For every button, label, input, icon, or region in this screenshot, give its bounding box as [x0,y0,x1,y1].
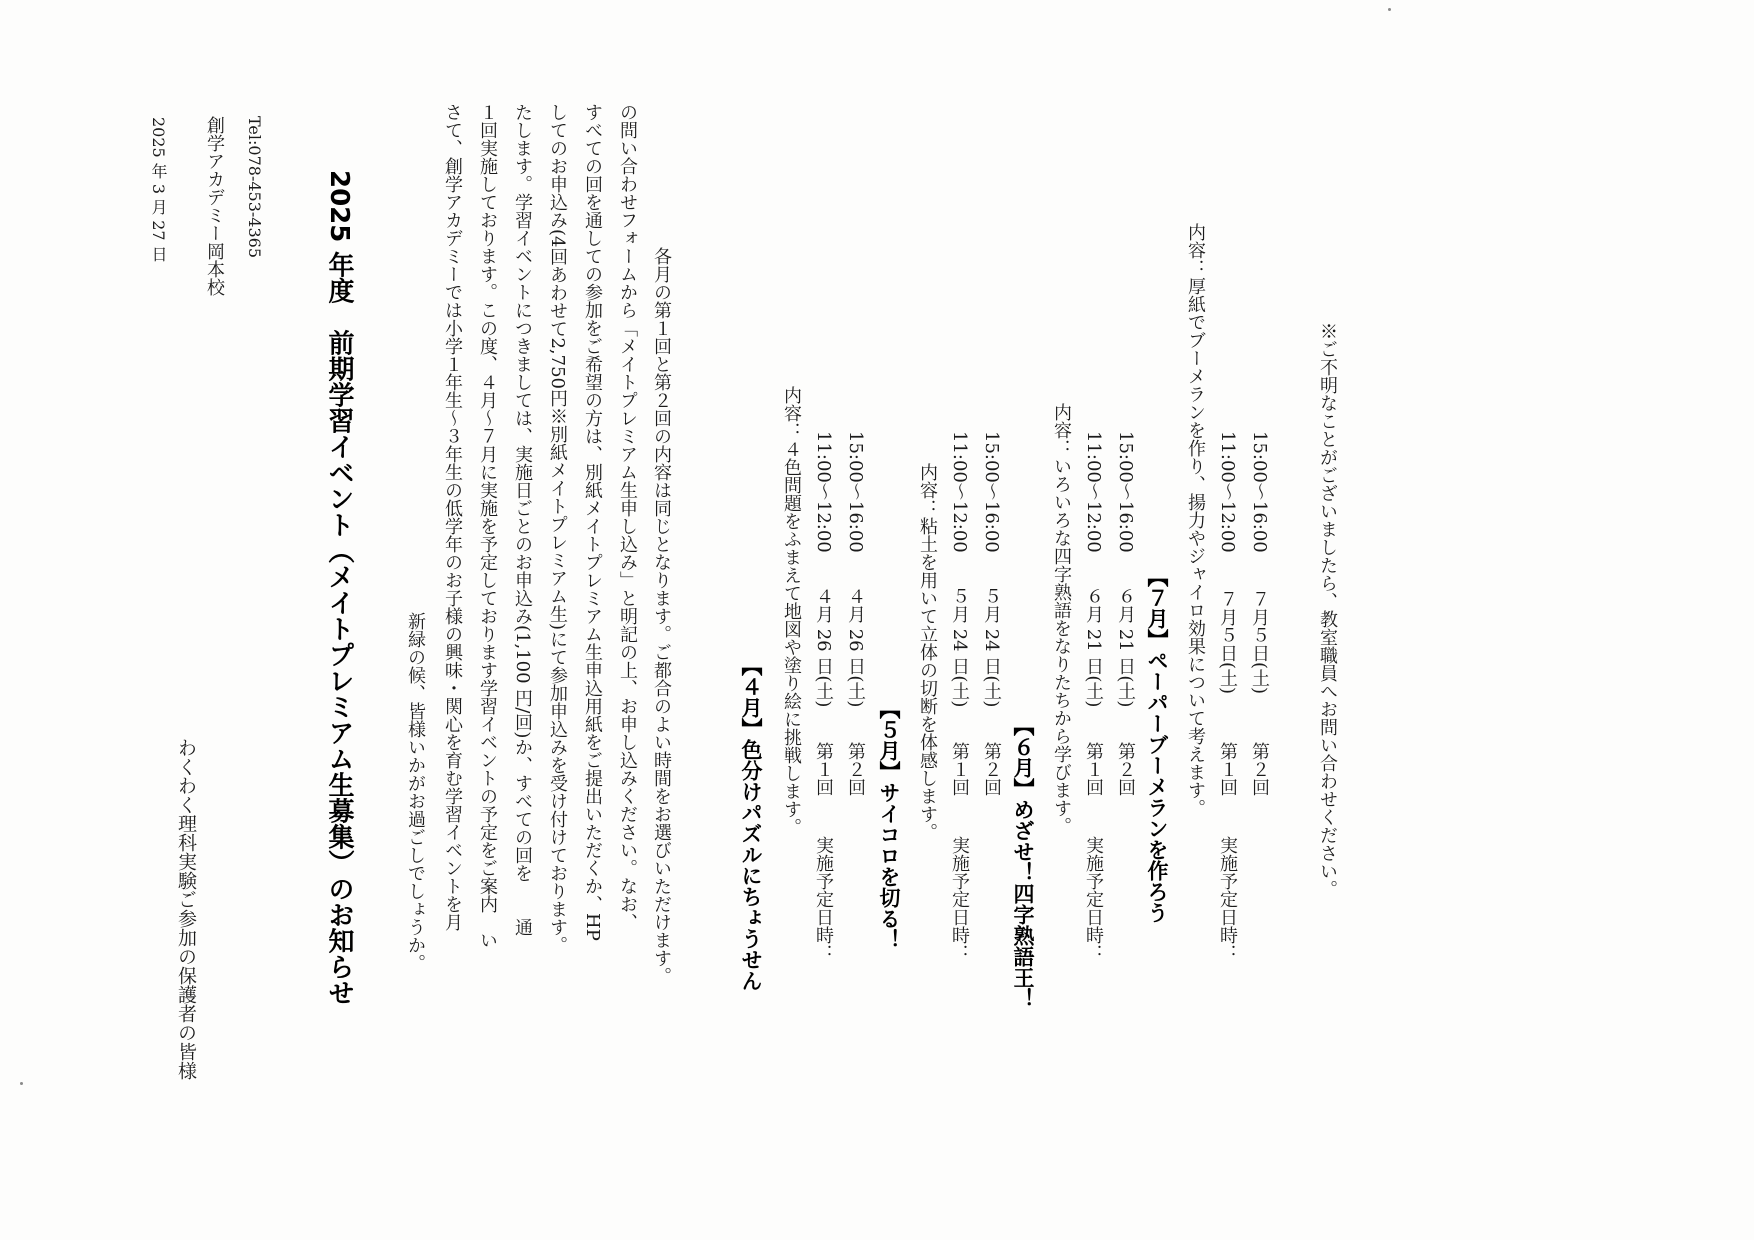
scan-speck [20,1082,23,1085]
event-content: 内容：厚紙でブーメランを作り、揚力やジャイロ効果について考えます。 [1185,223,1206,817]
event-content: 内容：４色問題をふまえて地図や塗り絵に挑戦します。 [781,386,802,836]
session-time: 11:00〜12:00 [949,431,970,553]
session-time: 11:00〜12:00 [1083,431,1104,553]
body-line: さて、創学アカデミーでは小学１年生〜３年生の低学年のお子様の興味・関心を育む学習イベントを月 [442,103,463,931]
schedule-label: 実施予定日時： [813,836,834,962]
body-line: １回実施しております。この度、４月〜７月に実施を予定しております学習イベントの予定をご案内 い [477,103,498,949]
session-round: 第１回 [1083,742,1104,796]
session-time: 11:00〜12:00 [1217,431,1238,553]
session-date: ６月 21 日(土) [1083,587,1104,708]
event-content: 内容：いろいろな四字熟語をなりたちから学びます。 [1051,403,1072,835]
schedule-label: 実施予定日時： [949,836,970,962]
session-round: 第１回 [1217,742,1238,796]
session-round: 第１回 [813,742,834,796]
session-date: ５月 24 日(土) [981,587,1002,708]
session-round: 第２回 [845,742,866,796]
sender-tel: Tel:078-453-4365 [245,116,264,259]
page-title: 2025 年度 前期学習イベント（メイトプレミアム生募集）のお知らせ [324,170,354,1006]
event-heading: 【４月】色分けパズルにちょうせん [739,655,763,991]
event-heading: 【６月】めざせ！四字熟語王！ [1011,715,1035,1009]
session-date: ４月 26 日(土) [845,587,866,708]
body-line: の問い合わせフォームから「メイトプレミアム生申し込み」と明記の上、お申し込みください。なお、 [617,103,638,931]
session-time: 15:00〜16:00 [1249,431,1270,553]
schedule-label: 実施予定日時： [1217,836,1238,962]
body-line: 新緑の候、皆様いかがお過ごしでしょうか。 [405,612,426,972]
body-line: すべての回を通しての参加をご希望の方は、別紙メイトプレミアム生申込用紙をご提出いただくか、HP [582,103,603,941]
scan-speck [1388,8,1391,11]
session-date: ７月５日(土) [1217,590,1238,695]
session-time: 15:00〜16:00 [981,431,1002,553]
session-round: 第２回 [981,742,1002,796]
footer-note: ※ご不明なことがございましたら、教室職員へお問い合わせください。 [1317,322,1338,898]
session-date: ６月 21 日(土) [1115,587,1136,708]
session-round: 第２回 [1249,742,1270,796]
session-time: 15:00〜16:00 [1115,431,1136,553]
body-line: たします。学習イベントにつきましては、実施日ごとのお申込み(1,100 円/回)か、すべての回を 通 [512,103,533,937]
session-date: ５月 24 日(土) [949,587,970,708]
sender-name: 創学アカデミー岡本校 [204,116,225,296]
issue-date: 2025 年 3 月 27 日 [149,117,168,262]
session-round: 第２回 [1115,742,1136,796]
event-heading: 【５月】サイコロを切る！ [877,698,901,950]
body-line: 各月の第１回と第２回の内容は同じとなります。ご都合のよい時間をお選びいただけます。 [651,247,672,985]
session-date: ７月５日(土) [1249,590,1270,695]
event-content: 内容：粘土を用いて立体の切断を体感します。 [917,463,938,841]
body-line: してのお申込み(4回あわせて2,750円※別紙メイトプレミアム生)にて参加申込みを受け付けております。 [547,103,568,955]
recipient-line: わくわく理科実験ご参加の保護者の皆様 [175,738,197,1080]
session-date: ４月 26 日(土) [813,587,834,708]
session-time: 15:00〜16:00 [845,431,866,553]
event-heading: 【７月】ペーパーブーメランを作ろう [1145,566,1169,923]
session-round: 第１回 [949,742,970,796]
session-time: 11:00〜12:00 [813,431,834,553]
schedule-label: 実施予定日時： [1083,836,1104,962]
